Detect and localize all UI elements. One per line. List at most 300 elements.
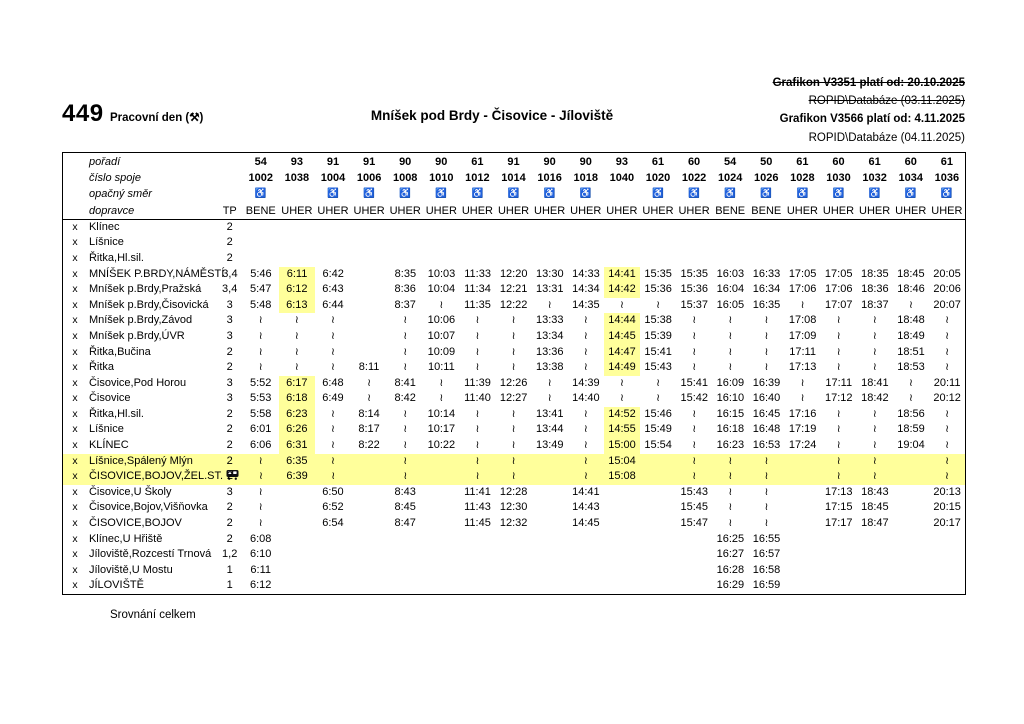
tp-spacer	[217, 186, 243, 202]
stop-flag: x	[72, 423, 78, 436]
station-name: Čisovice	[88, 392, 131, 405]
empty-cell	[676, 251, 712, 267]
empty-cell	[640, 235, 676, 251]
empty-cell	[387, 578, 423, 594]
empty-cell	[604, 235, 640, 251]
cislo-spoje-value: 1002	[248, 172, 273, 185]
time-cell: 11:45	[464, 517, 491, 530]
poradi-value: 93	[615, 156, 628, 168]
time-cell: 6:49	[322, 392, 344, 405]
time-cell: 18:49	[897, 329, 925, 342]
time-cell: 14:35	[572, 298, 600, 311]
dopravce-value: UHER	[461, 204, 493, 217]
tp-value: 3	[226, 329, 233, 342]
station-row	[63, 485, 965, 501]
empty-cell	[785, 485, 821, 501]
pass-through-symbol: ≀	[872, 470, 877, 483]
empty-cell	[532, 485, 568, 501]
poradi-value: 90	[543, 156, 556, 168]
pass-through-symbol: ≀	[728, 485, 733, 498]
grafikon-old-line: Grafikon V3351 platí od: 20.10.2025	[772, 77, 965, 89]
pass-through-symbol: ≀	[692, 423, 697, 436]
dopravce-value: UHER	[642, 204, 674, 217]
time-cell: 8:11	[358, 361, 380, 374]
pass-through-symbol: ≀	[909, 392, 913, 405]
empty-cell	[821, 578, 857, 594]
empty-cell	[351, 251, 387, 267]
dopravce-value: UHER	[570, 204, 602, 217]
empty-cell	[893, 578, 929, 594]
pass-through-symbol: ≀	[258, 470, 263, 483]
empty-cell	[459, 578, 495, 594]
table-body	[63, 220, 965, 594]
pass-through-symbol: ≀	[403, 314, 408, 327]
dopravce-value: BENE	[715, 204, 746, 217]
empty-cell	[857, 547, 893, 563]
station-name: ČISOVICE,BOJOV,ŽEL.ST.	[87, 469, 217, 485]
pass-through-symbol: ≀	[511, 329, 516, 342]
station-name: Čisovice,Pod Horou	[88, 376, 187, 389]
tp-value: 3	[226, 314, 233, 327]
station-name: Líšnice	[88, 423, 124, 436]
empty-cell	[929, 251, 965, 267]
pass-through-symbol: ≀	[331, 439, 335, 452]
pass-through-symbol: ≀	[945, 423, 950, 436]
time-cell: 18:59	[897, 423, 925, 436]
tp-value: 2	[226, 361, 233, 374]
time-cell: 11:33	[464, 267, 491, 280]
cislo-spoje-value: 1028	[790, 172, 815, 185]
time-cell: 10:09	[427, 345, 456, 358]
pass-through-symbol: ≀	[945, 361, 950, 374]
pass-through-symbol: ≀	[764, 470, 769, 483]
tp-value: 2	[226, 470, 233, 483]
tp-value: 2	[226, 407, 233, 420]
time-cell: 17:09	[788, 329, 817, 342]
time-cell: 14:39	[572, 376, 600, 389]
empty-cell	[857, 235, 893, 251]
time-cell: 16:03	[716, 267, 745, 280]
time-cell: 18:47	[861, 517, 889, 530]
cislo-spoje-value: 1024	[717, 172, 743, 185]
pass-through-symbol: ≀	[872, 423, 877, 436]
empty-cell	[351, 469, 387, 485]
time-cell: 8:17	[358, 423, 380, 436]
time-cell: 15:49	[644, 423, 672, 436]
tp-value: 2	[226, 532, 233, 545]
pass-through-symbol: ≀	[764, 517, 769, 530]
time-cell: 11:41	[464, 485, 491, 498]
empty-cell	[243, 235, 279, 251]
poradi-value: 91	[326, 156, 340, 168]
pass-through-symbol: ≀	[511, 314, 516, 327]
empty-cell	[387, 220, 423, 236]
time-cell: 12:30	[499, 501, 528, 514]
stop-flag: x	[72, 314, 78, 327]
empty-cell	[351, 454, 387, 470]
empty-cell	[387, 235, 423, 251]
pass-through-symbol: ≀	[800, 376, 805, 389]
empty-cell	[351, 267, 387, 283]
empty-cell	[315, 547, 351, 563]
time-cell: 16:40	[752, 392, 781, 405]
station-row	[63, 516, 965, 532]
pass-through-symbol: ≀	[294, 314, 299, 327]
empty-cell	[929, 220, 965, 236]
time-cell: 5:58	[250, 407, 272, 420]
pass-through-symbol: ≀	[945, 439, 950, 452]
cislo-spoje-value: 1006	[356, 172, 382, 185]
cislo-spoje-value: 1020	[645, 172, 671, 185]
empty-cell	[315, 235, 351, 251]
empty-cell	[496, 251, 532, 267]
station-row	[63, 345, 965, 361]
empty-cell	[604, 500, 640, 516]
wheelchair-icon: ♿	[724, 188, 737, 200]
dopravce-value: UHER	[353, 204, 385, 217]
station-name: ČISOVICE,BOJOV	[88, 517, 182, 530]
station-row	[63, 500, 965, 516]
empty-cell	[604, 532, 640, 548]
empty-cell	[532, 563, 568, 579]
pass-through-symbol: ≀	[656, 392, 661, 405]
station-row	[63, 235, 965, 251]
empty-cell	[315, 220, 351, 236]
empty-cell	[423, 532, 459, 548]
pass-through-symbol: ≀	[800, 392, 805, 405]
time-cell: 10:06	[427, 314, 456, 327]
empty-cell	[243, 220, 279, 236]
pass-through-symbol: ≀	[258, 501, 263, 514]
stop-flag: x	[72, 345, 78, 358]
poradi-value: 61	[471, 156, 484, 168]
tp-value: 2	[226, 251, 233, 264]
time-cell: 16:39	[752, 376, 781, 389]
pass-through-symbol: ≀	[403, 439, 408, 452]
time-cell: 6:50	[322, 485, 344, 498]
time-cell: 12:27	[499, 392, 528, 405]
empty-cell	[315, 578, 351, 594]
station-name: Líšnice,Spálený Mlýn	[88, 454, 193, 467]
empty-cell	[568, 532, 604, 548]
pass-through-symbol: ≀	[475, 470, 480, 483]
pass-through-symbol: ≀	[367, 376, 372, 389]
time-cell: 10:03	[427, 267, 456, 280]
tp-spacer	[217, 154, 243, 170]
pass-through-symbol: ≀	[511, 407, 516, 420]
empty-cell	[351, 282, 387, 298]
empty-cell	[857, 251, 893, 267]
time-cell: 17:07	[824, 298, 853, 311]
empty-cell	[423, 235, 459, 251]
empty-cell	[351, 532, 387, 548]
station-row	[63, 454, 965, 470]
time-cell: 6:13	[279, 298, 315, 314]
empty-cell	[423, 500, 459, 516]
pass-through-symbol: ≀	[872, 454, 877, 467]
time-cell: 20:07	[933, 298, 961, 311]
empty-cell	[640, 485, 676, 501]
empty-cell	[351, 345, 387, 361]
empty-cell	[387, 563, 423, 579]
dopravce-value: UHER	[786, 204, 818, 217]
pass-through-symbol: ≀	[728, 329, 733, 342]
stop-flag: x	[72, 407, 78, 420]
time-cell: 16:04	[716, 283, 745, 296]
time-cell: 12:21	[499, 283, 528, 296]
empty-cell	[351, 485, 387, 501]
empty-cell	[279, 485, 315, 501]
empty-cell	[423, 220, 459, 236]
pass-through-symbol: ≀	[656, 298, 661, 311]
pass-through-symbol: ≀	[692, 361, 697, 374]
wheelchair-icon: ♿	[760, 188, 773, 200]
pass-through-symbol: ≀	[764, 314, 769, 327]
pass-through-symbol: ≀	[620, 376, 624, 389]
time-cell: 18:43	[861, 485, 889, 498]
pass-through-symbol: ≀	[728, 345, 733, 358]
pass-through-symbol: ≀	[872, 345, 877, 358]
poradi-value: 60	[687, 156, 701, 168]
time-cell: 17:15	[824, 501, 853, 514]
empty-cell	[929, 578, 965, 594]
table-head	[63, 153, 965, 220]
empty-cell	[676, 235, 712, 251]
empty-cell	[532, 500, 568, 516]
time-cell: 15:38	[644, 314, 672, 327]
time-cell: 15:41	[680, 376, 708, 389]
station-row	[63, 220, 965, 236]
empty-cell	[712, 220, 748, 236]
time-cell: 15:46	[644, 407, 672, 420]
tp-value: 3,4	[222, 283, 238, 296]
pass-through-symbol: ≀	[475, 345, 480, 358]
pass-through-symbol: ≀	[511, 423, 516, 436]
station-row	[63, 391, 965, 407]
empty-cell	[929, 563, 965, 579]
empty-cell	[785, 578, 821, 594]
empty-cell	[351, 578, 387, 594]
pass-through-symbol: ≀	[800, 298, 805, 311]
empty-cell	[676, 578, 712, 594]
pass-through-symbol: ≀	[836, 361, 841, 374]
time-cell: 16:58	[752, 563, 781, 576]
empty-cell	[423, 469, 459, 485]
time-cell: 5:53	[250, 392, 272, 405]
empty-cell	[532, 547, 568, 563]
empty-cell	[929, 547, 965, 563]
pass-through-symbol: ≀	[836, 470, 841, 483]
time-cell: 8:42	[394, 392, 416, 405]
empty-cell	[604, 251, 640, 267]
empty-cell	[893, 235, 929, 251]
pass-through-symbol: ≀	[692, 407, 697, 420]
empty-cell	[785, 235, 821, 251]
time-cell: 19:04	[897, 439, 925, 452]
wheelchair-icon: ♿	[543, 188, 556, 200]
pass-through-symbol: ≀	[439, 392, 444, 405]
station-name: Čisovice,Bojov,Višňovka	[88, 501, 208, 514]
empty-cell	[604, 547, 640, 563]
time-cell: 13:34	[535, 329, 564, 342]
pass-through-symbol: ≀	[403, 470, 408, 483]
empty-cell	[423, 485, 459, 501]
pass-through-symbol: ≀	[692, 314, 697, 327]
time-cell: 10:17	[427, 423, 456, 436]
cislo-spoje-value: 1034	[898, 172, 923, 185]
tp-value: 3,4	[222, 267, 238, 280]
time-cell: 15:54	[644, 439, 672, 452]
time-cell: 15:35	[680, 267, 709, 280]
cislo-spoje-value: 1012	[465, 172, 490, 185]
ropid-old-line: ROPID\Databáze (03.11.2025)	[808, 95, 965, 108]
stop-flag: x	[72, 392, 78, 405]
time-cell: 8:36	[394, 283, 416, 296]
time-cell: 18:35	[861, 267, 889, 280]
empty-cell	[748, 251, 784, 267]
empty-cell	[496, 532, 532, 548]
time-cell: 17:11	[825, 376, 853, 389]
pass-through-symbol: ≀	[692, 470, 697, 483]
time-cell: 14:47	[604, 345, 640, 361]
time-cell: 6:54	[322, 517, 344, 530]
empty-cell	[568, 563, 604, 579]
time-cell: 12:32	[499, 517, 528, 530]
poradi-value: 61	[868, 156, 881, 168]
empty-cell	[785, 516, 821, 532]
empty-cell	[785, 547, 821, 563]
station-row	[63, 298, 965, 314]
stop-flag: x	[72, 501, 78, 514]
empty-cell	[315, 563, 351, 579]
empty-cell	[387, 532, 423, 548]
footer-note: Srovnání celkem	[110, 609, 196, 621]
time-cell: 16:59	[752, 579, 781, 592]
tp-value: 2	[226, 439, 233, 452]
station-row	[63, 578, 965, 594]
wheelchair-icon: ♿	[904, 188, 917, 200]
empty-cell	[279, 547, 315, 563]
dopravce-value: UHER	[895, 204, 927, 217]
pass-through-symbol: ≀	[620, 392, 624, 405]
empty-cell	[423, 251, 459, 267]
empty-cell	[785, 469, 821, 485]
time-cell: 6:48	[322, 376, 344, 389]
poradi-value: 50	[760, 156, 773, 168]
pass-through-symbol: ≀	[511, 470, 516, 483]
cislo-spoje-value: 1018	[573, 172, 598, 185]
time-cell: 14:33	[572, 267, 600, 280]
time-cell: 16:29	[716, 579, 745, 592]
time-cell: 16:55	[752, 532, 781, 545]
time-cell: 8:47	[394, 517, 416, 530]
time-cell: 6:10	[250, 548, 272, 561]
poradi-value: 91	[362, 156, 376, 168]
empty-cell	[459, 547, 495, 563]
dopravce-value: UHER	[534, 204, 566, 217]
time-cell: 8:45	[394, 501, 416, 514]
time-cell: 11:43	[464, 501, 491, 514]
pass-through-symbol: ≀	[909, 376, 913, 389]
tp-value: 2	[226, 454, 233, 467]
time-cell: 14:43	[572, 501, 600, 514]
pass-through-symbol: ≀	[258, 485, 263, 498]
time-cell: 18:41	[861, 376, 889, 389]
pass-through-symbol: ≀	[583, 439, 588, 452]
dopravce-value: UHER	[425, 204, 457, 217]
pass-through-symbol: ≀	[620, 298, 624, 311]
poradi-value: 91	[507, 156, 520, 168]
stop-flag: x	[72, 532, 78, 545]
empty-cell	[351, 313, 387, 329]
time-cell: 10:04	[427, 283, 456, 296]
time-cell: 15:41	[644, 345, 672, 358]
time-cell: 18:56	[897, 407, 925, 420]
empty-cell	[785, 500, 821, 516]
empty-cell	[279, 186, 315, 202]
pass-through-symbol: ≀	[836, 423, 841, 436]
pass-through-symbol: ≀	[764, 501, 769, 514]
pass-through-symbol: ≀	[475, 407, 480, 420]
time-cell: 6:11	[250, 563, 272, 576]
empty-cell	[640, 578, 676, 594]
header-label-cislo-spoje: číslo spoje	[89, 172, 141, 185]
station-row	[63, 267, 965, 283]
empty-cell	[496, 235, 532, 251]
empty-cell	[640, 469, 676, 485]
time-cell: 16:10	[716, 392, 745, 405]
empty-cell	[351, 563, 387, 579]
pass-through-symbol: ≀	[836, 407, 841, 420]
pass-through-symbol: ≀	[258, 345, 263, 358]
tp-value: 2	[226, 220, 233, 233]
stop-flag: x	[72, 485, 78, 498]
pass-through-symbol: ≀	[583, 407, 588, 420]
pass-through-symbol: ≀	[511, 361, 516, 374]
dopravce-value: UHER	[822, 204, 855, 217]
time-cell: 13:38	[535, 361, 564, 374]
time-cell: 16:18	[716, 423, 745, 436]
empty-cell	[785, 563, 821, 579]
pass-through-symbol: ≀	[728, 361, 733, 374]
pass-through-symbol: ≀	[258, 454, 263, 467]
ropid-new-line: ROPID\Databáze (04.11.2025)	[808, 131, 965, 144]
cislo-spoje-value: 1032	[862, 172, 887, 185]
wheelchair-icon: ♿	[507, 188, 520, 200]
time-cell: 15:37	[680, 298, 708, 311]
cislo-spoje-value: 1022	[681, 172, 707, 185]
dopravce-value: BENE	[751, 204, 782, 217]
empty-cell	[748, 235, 784, 251]
header-label-poradi: pořadí	[89, 156, 121, 168]
empty-cell	[929, 532, 965, 548]
tp-value: 2	[226, 501, 233, 514]
tp-value: 2	[226, 517, 233, 530]
empty-cell	[279, 532, 315, 548]
empty-cell	[532, 454, 568, 470]
station-name: JÍLOVIŠTĚ	[88, 579, 144, 592]
empty-cell	[423, 454, 459, 470]
time-cell: 13:41	[535, 407, 564, 420]
pass-through-symbol: ≀	[331, 454, 335, 467]
pass-through-symbol: ≀	[258, 329, 263, 342]
station-row	[63, 532, 965, 548]
time-cell: 12:26	[499, 376, 528, 389]
empty-cell	[640, 500, 676, 516]
empty-cell	[821, 547, 857, 563]
time-cell: 17:13	[788, 361, 817, 374]
time-cell: 6:23	[279, 407, 315, 423]
